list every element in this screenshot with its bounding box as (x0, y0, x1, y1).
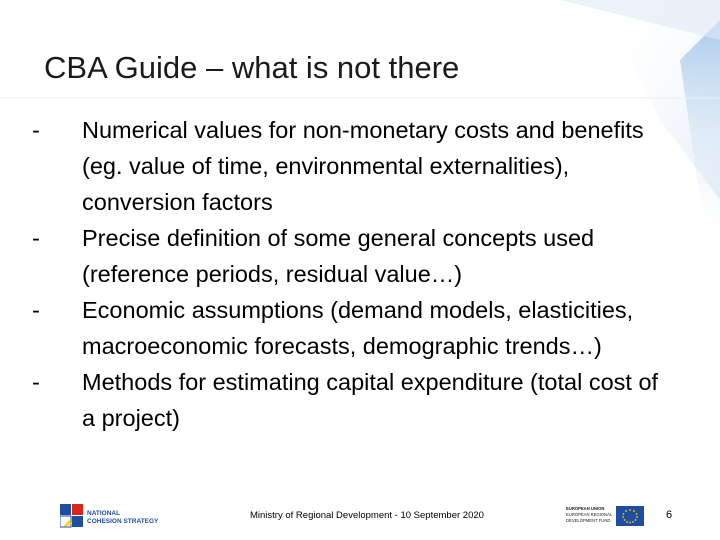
bullet-item (32, 364, 672, 436)
bullet-text: Methods for estimating capital expenditure (total cost of a project) (82, 369, 659, 431)
bullet-item (32, 292, 672, 364)
right-logo-line3: DEVELOPMENT FUND (566, 518, 611, 523)
page-number: 6 (666, 509, 673, 521)
slide-title: CBA Guide – what is not there (44, 50, 460, 85)
footer-text: Ministry of Regional Development - 10 September 2020 (250, 510, 484, 521)
left-logo-line1: NATIONAL (87, 510, 121, 517)
bullet-text: Numerical values for non-monetary costs and benefits (eg. value of time, environmental externalities), conversion factors (82, 117, 644, 215)
eu-regional-fund-logo (566, 502, 646, 532)
right-logo-line2: EUROPEAN REGIONAL (566, 512, 613, 517)
bullet-list (32, 112, 672, 436)
bullet-marker: - (32, 117, 40, 143)
bullet-marker: - (32, 225, 40, 251)
bullet-item (32, 112, 672, 220)
left-logo-line2: COHESION STRATEGY (87, 518, 159, 525)
national-cohesion-strategy-logo (60, 500, 170, 534)
bullet-marker: - (32, 297, 40, 323)
bullet-item (32, 220, 672, 292)
bullet-marker: - (32, 369, 40, 395)
right-logo-line1: EUROPEAN UNION (566, 506, 605, 511)
bullet-text: Precise definition of some general concepts used (reference periods, residual value…) (82, 225, 595, 287)
bullet-text: Economic assumptions (demand models, elasticities, macroeconomic forecasts, demographic trends…) (82, 297, 634, 359)
